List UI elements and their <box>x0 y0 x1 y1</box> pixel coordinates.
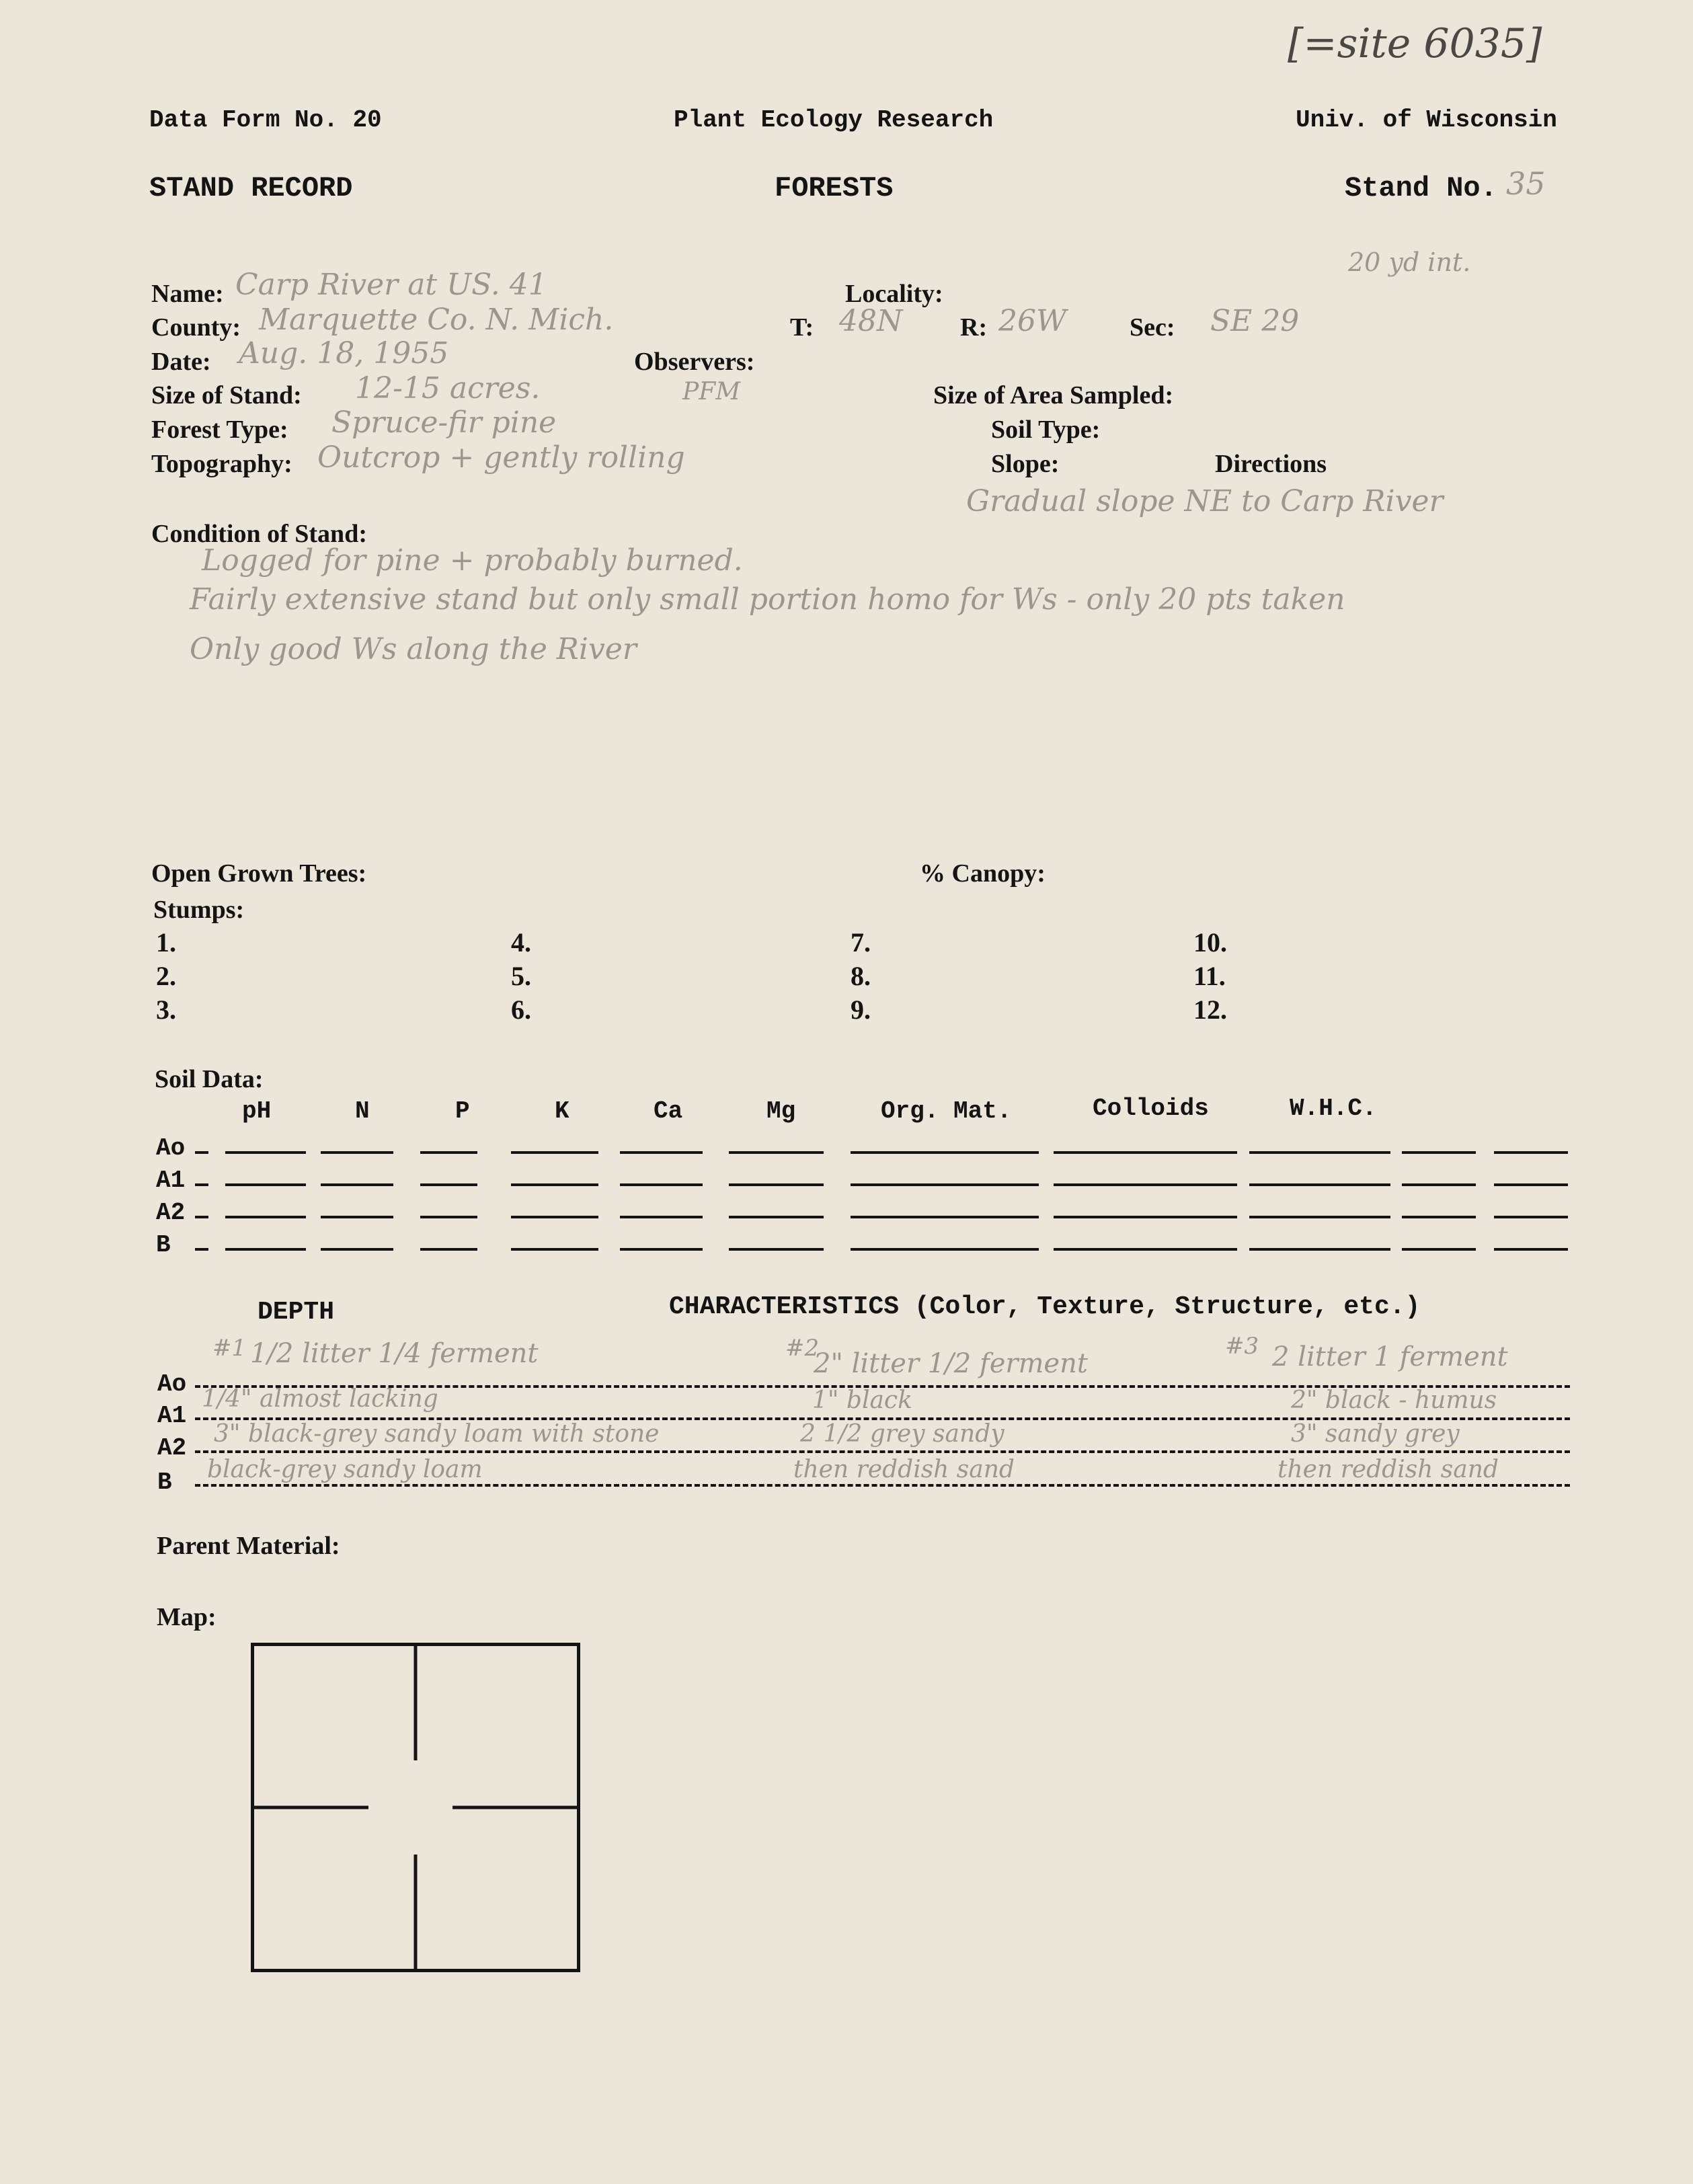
soil-blank-line <box>1402 1183 1476 1186</box>
soil-blank-line <box>1402 1248 1476 1251</box>
profile-dashed-line <box>195 1484 1570 1487</box>
stump-number: 3. <box>156 994 176 1025</box>
soil-blank-line <box>321 1216 393 1218</box>
stand-number-label: Stand No. <box>1345 172 1497 204</box>
condition-line-2: Fairly extensive stand but only small portion homo for Ws - only 20 pts taken <box>190 582 1345 617</box>
section-value: SE 29 <box>1210 304 1300 338</box>
profile-row-label: A2 <box>157 1434 187 1462</box>
sample-3-line: 2" black - humus <box>1291 1387 1497 1414</box>
sample-2-line: then reddish sand <box>793 1456 1015 1483</box>
soil-blank-line <box>511 1183 598 1186</box>
soil-blank-line <box>1054 1183 1237 1186</box>
condition-line-3: Only good Ws along the River <box>190 632 637 666</box>
soil-column-header: Ca <box>654 1097 683 1125</box>
soil-blank-line <box>321 1151 393 1154</box>
range-label: R: <box>960 313 988 342</box>
soil-blank-line <box>225 1151 306 1154</box>
sample-2-line: 2" litter 1/2 ferment <box>814 1348 1088 1379</box>
characteristics-label: CHARACTERISTICS (Color, Texture, Structure, etc.) <box>669 1292 1421 1321</box>
soil-blank-line <box>1494 1151 1568 1154</box>
soil-blank-line <box>1402 1216 1476 1218</box>
soil-blank-line <box>729 1151 824 1154</box>
soil-blank-line <box>620 1248 703 1251</box>
soil-data-label: Soil Data: <box>155 1065 264 1093</box>
locality-label: Locality: <box>845 280 943 308</box>
name-label: Name: <box>151 280 224 308</box>
soil-column-header: N <box>355 1097 370 1125</box>
soil-blank-line <box>225 1248 306 1251</box>
soil-column-header: K <box>555 1097 569 1125</box>
stump-number: 1. <box>156 927 176 958</box>
soil-blank-line <box>1402 1151 1476 1154</box>
stump-number: 5. <box>511 961 531 991</box>
slope-note: Gradual slope NE to Carp River <box>966 484 1444 518</box>
profile-row-label: Ao <box>157 1370 187 1398</box>
profile-row-label: B <box>157 1469 172 1496</box>
soil-blank-line <box>729 1216 824 1218</box>
soil-column-header: Colloids <box>1093 1095 1209 1122</box>
sample-1-line: 1/2 litter 1/4 ferment <box>250 1338 539 1369</box>
topography-label: Topography: <box>151 450 292 478</box>
stump-number: 12. <box>1193 994 1227 1025</box>
soil-blank-line <box>420 1216 477 1218</box>
township-value: 48N <box>839 304 903 338</box>
stand-size-value: 12-15 acres. <box>355 371 541 405</box>
soil-blank-line <box>1494 1248 1568 1251</box>
parent-material-label: Parent Material: <box>157 1532 340 1560</box>
sample-1-line: black-grey sandy loam <box>207 1456 483 1483</box>
soil-row-label: B <box>156 1231 171 1259</box>
name-value: Carp River at US. 41 <box>235 268 547 302</box>
soil-blank-line <box>511 1216 598 1218</box>
sample-2-line: 1" black <box>812 1387 912 1414</box>
soil-blank-line <box>1054 1151 1237 1154</box>
soil-blank-line <box>195 1216 208 1218</box>
form-number: Data Form No. 20 <box>149 106 382 134</box>
section-label: Sec: <box>1130 313 1175 342</box>
soil-blank-line <box>420 1183 477 1186</box>
university-name: Univ. of Wisconsin <box>1296 106 1557 134</box>
directions-label: Directions <box>1215 450 1327 478</box>
soil-blank-line <box>195 1151 208 1154</box>
soil-blank-line <box>1054 1216 1237 1218</box>
soil-blank-line <box>729 1183 824 1186</box>
soil-blank-line <box>420 1248 477 1251</box>
interval-note: 20 yd int. <box>1348 247 1471 277</box>
record-title: STAND RECORD <box>149 172 353 204</box>
stump-number: 8. <box>851 961 871 991</box>
soil-blank-line <box>321 1183 393 1186</box>
stump-number: 6. <box>511 994 531 1025</box>
sample-3-line: 2 litter 1 ferment <box>1272 1341 1508 1372</box>
topography-value: Outcrop + gently rolling <box>317 440 685 475</box>
soil-blank-line <box>1249 1216 1390 1218</box>
category-title: FORESTS <box>775 172 894 204</box>
observers-value: PFM <box>682 378 741 405</box>
canopy-label: % Canopy: <box>920 859 1046 888</box>
sample-3-line: 3" sandy grey <box>1291 1420 1460 1448</box>
sample-tag: #3 <box>1225 1333 1259 1360</box>
soil-blank-line <box>620 1216 703 1218</box>
soil-column-header: Mg <box>766 1097 796 1125</box>
slope-label: Slope: <box>991 450 1060 478</box>
soil-blank-line <box>225 1183 306 1186</box>
stump-number: 9. <box>851 994 871 1025</box>
soil-blank-line <box>321 1248 393 1251</box>
stand-size-label: Size of Stand: <box>151 381 302 410</box>
soil-row-label: Ao <box>156 1134 186 1162</box>
corner-site-note: [=site 6035] <box>1288 20 1542 67</box>
sample-3-line: then reddish sand <box>1277 1456 1499 1483</box>
county-value: Marquette Co. N. Mich. <box>259 303 614 337</box>
soil-blank-line <box>851 1183 1039 1186</box>
depth-label: DEPTH <box>258 1298 335 1327</box>
soil-blank-line <box>1054 1248 1237 1251</box>
soil-blank-line <box>511 1248 598 1251</box>
stumps-label: Stumps: <box>153 896 245 924</box>
sample-2-line: 2 1/2 grey sandy <box>800 1420 1005 1448</box>
open-grown-trees-label: Open Grown Trees: <box>151 859 367 888</box>
date-label: Date: <box>151 348 211 376</box>
sample-tag: #2 <box>785 1335 820 1362</box>
soil-blank-line <box>1249 1248 1390 1251</box>
sample-1-line: 3" black-grey sandy loam with stone <box>214 1420 660 1448</box>
date-value: Aug. 18, 1955 <box>239 336 449 370</box>
soil-column-header: P <box>455 1097 470 1125</box>
soil-column-header: pH <box>242 1097 272 1125</box>
forest-type-value: Spruce-fir pine <box>331 405 557 440</box>
range-value: 26W <box>998 304 1067 338</box>
soil-blank-line <box>225 1216 306 1218</box>
township-label: T: <box>790 313 814 342</box>
forest-type-label: Forest Type: <box>151 416 288 444</box>
condition-line-1: Logged for pine + probably burned. <box>202 543 743 578</box>
stump-number: 10. <box>1193 927 1227 958</box>
soil-column-header: W.H.C. <box>1290 1095 1377 1122</box>
stump-number: 11. <box>1193 961 1226 991</box>
map-label: Map: <box>157 1603 216 1631</box>
soil-row-label: A1 <box>156 1167 186 1194</box>
soil-blank-line <box>511 1151 598 1154</box>
stump-number: 7. <box>851 927 871 958</box>
stand-number-value: 35 <box>1506 165 1546 202</box>
stand-map-grid <box>251 1643 580 1972</box>
soil-column-header: Org. Mat. <box>881 1097 1012 1125</box>
soil-blank-line <box>1249 1183 1390 1186</box>
soil-blank-line <box>195 1248 208 1251</box>
soil-blank-line <box>620 1183 703 1186</box>
profile-dashed-line <box>195 1450 1570 1453</box>
soil-row-label: A2 <box>156 1199 186 1226</box>
soil-blank-line <box>620 1151 703 1154</box>
observers-label: Observers: <box>634 348 755 376</box>
soil-blank-line <box>729 1248 824 1251</box>
soil-blank-line <box>195 1183 208 1186</box>
soil-blank-line <box>1249 1151 1390 1154</box>
condition-label: Condition of Stand: <box>151 520 367 548</box>
soil-blank-line <box>1494 1183 1568 1186</box>
sample-1-line: 1/4" almost lacking <box>202 1385 438 1413</box>
soil-type-label: Soil Type: <box>991 416 1101 444</box>
soil-blank-line <box>420 1151 477 1154</box>
area-sampled-label: Size of Area Sampled: <box>933 381 1174 410</box>
stump-number: 2. <box>156 961 176 991</box>
soil-blank-line <box>851 1248 1039 1251</box>
sample-tag: #1 <box>212 1335 247 1362</box>
county-label: County: <box>151 313 241 342</box>
soil-blank-line <box>851 1151 1039 1154</box>
profile-row-label: A1 <box>157 1402 187 1430</box>
soil-blank-line <box>851 1216 1039 1218</box>
institute-name: Plant Ecology Research <box>674 106 994 134</box>
stump-number: 4. <box>511 927 531 958</box>
soil-blank-line <box>1494 1216 1568 1218</box>
